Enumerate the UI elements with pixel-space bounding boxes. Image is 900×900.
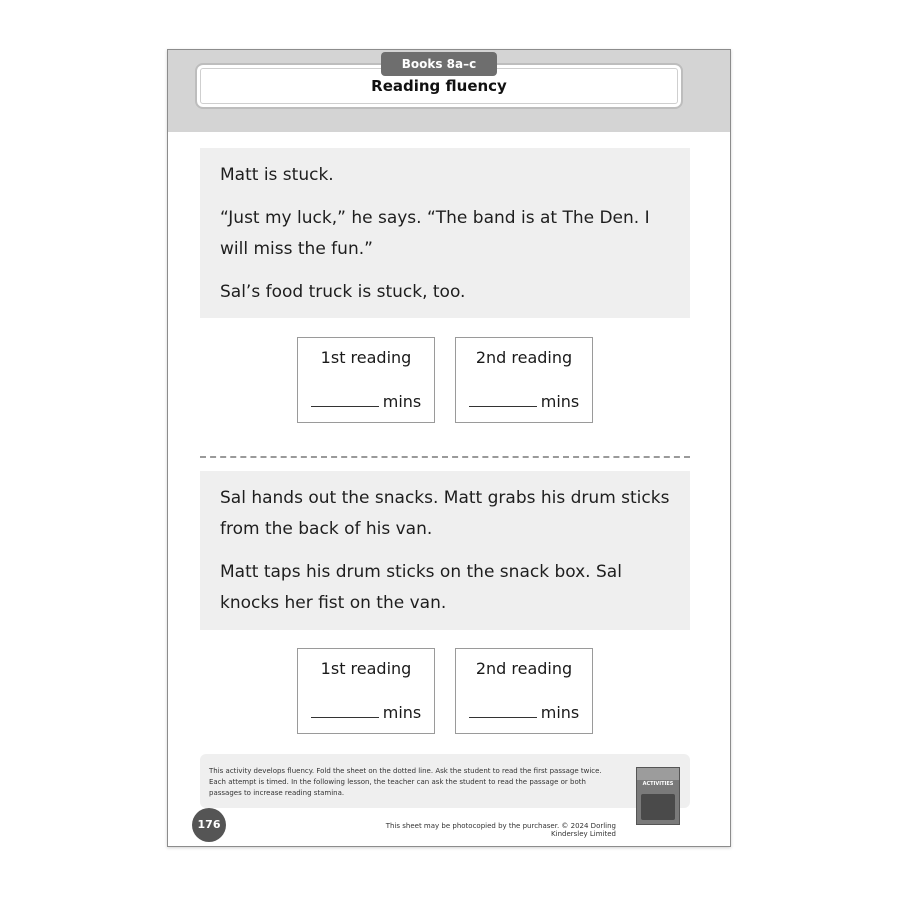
passage-paragraph: Matt taps his drum sticks on the snack box. Sal knocks her fist on the van. <box>220 562 622 613</box>
timer-label: 2nd reading <box>475 348 573 367</box>
cover-illustration <box>641 794 675 820</box>
passage-paragraph: Matt is stuck. <box>220 165 334 185</box>
timer-box-1st-reading <box>297 337 435 423</box>
passage-paragraph: “Just my luck,” he says. “The band is at The Den. I will miss the fun.” <box>220 208 650 259</box>
timer-mins <box>298 392 434 411</box>
header-band <box>168 50 730 132</box>
worksheet-page <box>167 49 731 847</box>
timer-mins <box>456 703 592 722</box>
timer-box-2nd-reading <box>455 648 593 734</box>
teacher-notes: This activity develops fluency. Fold the sheet on the dotted line. Ask the student to read the first passage twice. Each attempt is timed. In the following lesson, the teacher can ask the student to read the passage or both passages to increase reading stamina. <box>200 754 690 808</box>
write-in-blank[interactable] <box>469 392 537 407</box>
books-tab: Books 8a–c <box>381 52 497 76</box>
write-in-blank[interactable] <box>469 703 537 718</box>
timer-label: 2nd reading <box>475 659 573 678</box>
write-in-blank[interactable] <box>311 703 379 718</box>
cover-title: ACTIVITIES <box>642 781 674 787</box>
timer-box-1st-reading <box>297 648 435 734</box>
passage-paragraph: Sal hands out the snacks. Matt grabs his drum sticks from the back of his van. <box>220 488 670 539</box>
timer-label: 1st reading <box>320 659 412 678</box>
passage-2 <box>200 471 690 630</box>
copyright-notice: This sheet may be photocopied by the purchaser. © 2024 Dorling Kindersley Limited <box>385 822 616 838</box>
passage-paragraph: Sal’s food truck is stuck, too. <box>220 282 466 302</box>
timer-box-2nd-reading <box>455 337 593 423</box>
write-in-blank[interactable] <box>311 392 379 407</box>
cover-top-bar <box>637 768 679 780</box>
page-title: Reading fluency <box>371 77 507 95</box>
page-number-badge: 176 <box>192 808 226 842</box>
timer-label: 1st reading <box>320 348 412 367</box>
book-cover-thumbnail <box>636 767 680 825</box>
timer-mins <box>298 703 434 722</box>
timer-unit: mins <box>382 703 422 722</box>
passage-1 <box>200 148 690 318</box>
timer-unit: mins <box>382 392 422 411</box>
timer-mins <box>456 392 592 411</box>
timer-unit: mins <box>540 392 580 411</box>
fold-line <box>200 456 690 458</box>
timer-unit: mins <box>540 703 580 722</box>
